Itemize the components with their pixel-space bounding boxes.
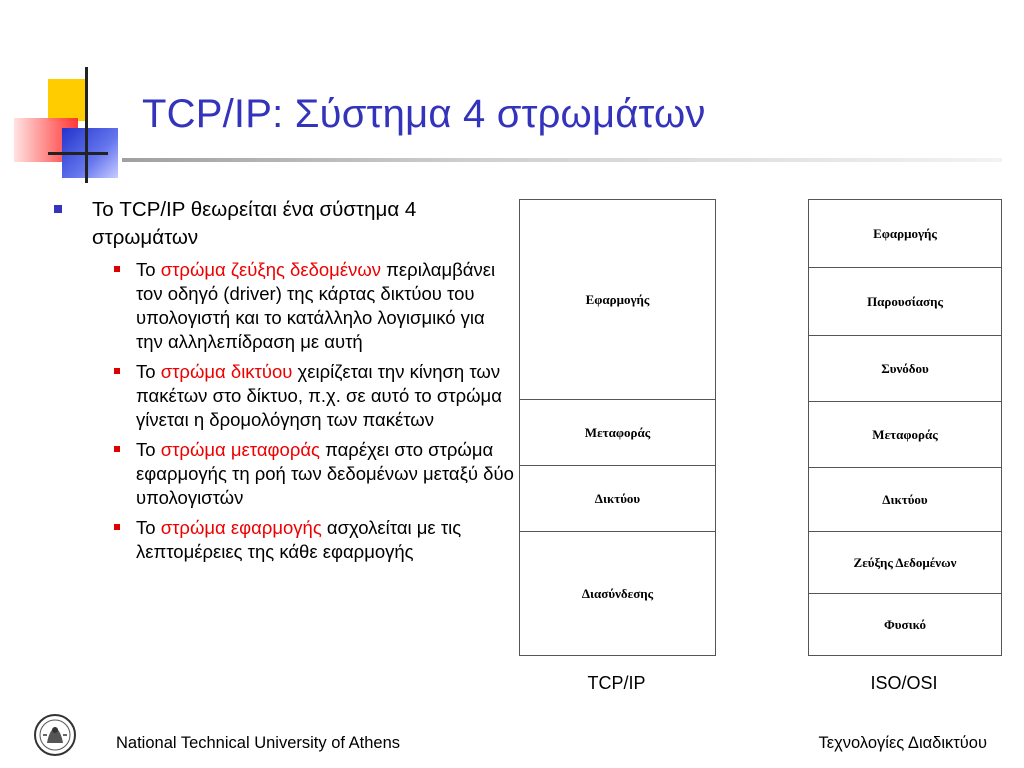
decor-yellow-square (48, 79, 88, 121)
footer-institution: National Technical University of Athens (116, 734, 401, 752)
slide-title: TCP/IP: Σύστημα 4 στρωμάτων (142, 92, 706, 136)
tcp-layer-link: Διασύνδεσης (520, 532, 715, 656)
tcp-ip-caption: TCP/IP (587, 673, 646, 693)
decor-vertical-line (85, 67, 88, 183)
main-bullet (54, 196, 514, 252)
tcp-layer-application: Εφαρμογής (520, 200, 715, 400)
title-underline (122, 158, 1002, 162)
sub-bullet-pre: Το (136, 517, 161, 538)
sub-bullet-highlight: στρώμα δικτύου (160, 361, 293, 382)
bullet-square-icon (114, 368, 120, 374)
bullet-square-icon (114, 524, 120, 530)
osi-layer-transport: Μεταφοράς (809, 402, 1001, 468)
university-seal-icon (33, 713, 77, 757)
sub-bullet-network (54, 360, 514, 432)
osi-layer-data-link: Ζεύξης Δεδομένων (809, 532, 1001, 594)
sub-bullet-list (54, 258, 514, 564)
sub-bullet-highlight: στρώμα μεταφοράς (160, 439, 320, 460)
sub-bullet-rest: παρέχει στο στρώμα εφαρμογής τη ροή των δεδομένων μεταξύ δύο υπολογιστών (136, 439, 514, 508)
sub-bullet-rest: χειρίζεται την κίνηση των πακέτων στο δίκτυο, π.χ. σε αυτό το στρώμα γίνεται η δρομολόγηση των πακέτων (136, 361, 502, 430)
sub-bullet-pre: Το (136, 439, 161, 460)
tcp-ip-layer-stack (519, 199, 716, 656)
iso-osi-caption: ISO/OSI (870, 673, 938, 693)
osi-layer-presentation: Παρουσίασης (809, 268, 1001, 336)
main-bullet-text: Το TCP/IP θεωρείται ένα σύστημα 4 στρωμάτων (92, 198, 417, 249)
iso-osi-layer-stack (808, 199, 1002, 656)
footer-course: Τεχνολογίες Διαδικτύου (818, 734, 987, 752)
bullet-square-icon (54, 205, 62, 213)
tcp-layer-network: Δικτύου (520, 466, 715, 532)
osi-layer-network: Δικτύου (809, 468, 1001, 532)
sub-bullet-transport (54, 438, 514, 510)
sub-bullet-rest: ασχολείται με τις λεπτομέρειες της κάθε εφαρμογής (136, 517, 462, 562)
sub-bullet-data-link (54, 258, 514, 354)
bullet-square-icon (114, 446, 120, 452)
sub-bullet-highlight: στρώμα εφαρμογής (160, 517, 322, 538)
osi-layer-session: Συνόδου (809, 336, 1001, 402)
sub-bullet-pre: Το (136, 361, 161, 382)
sub-bullet-highlight: στρώμα ζεύξης δεδομένων (160, 259, 382, 280)
bullet-list (54, 196, 514, 570)
sub-bullet-rest: περιλαμβάνει τον οδηγό (driver) της κάρτας δικτύου του υπολογιστή και το κατάλληλο λογισμικό για την αλληλεπίδραση με αυτή (136, 259, 496, 352)
bullet-square-icon (114, 266, 120, 272)
tcp-layer-transport: Μεταφοράς (520, 400, 715, 466)
sub-bullet-application (54, 516, 514, 564)
decor-horizontal-line (48, 152, 108, 155)
sub-bullet-pre: Το (136, 259, 161, 280)
osi-layer-application: Εφαρμογής (809, 200, 1001, 268)
osi-layer-physical: Φυσικό (809, 594, 1001, 656)
